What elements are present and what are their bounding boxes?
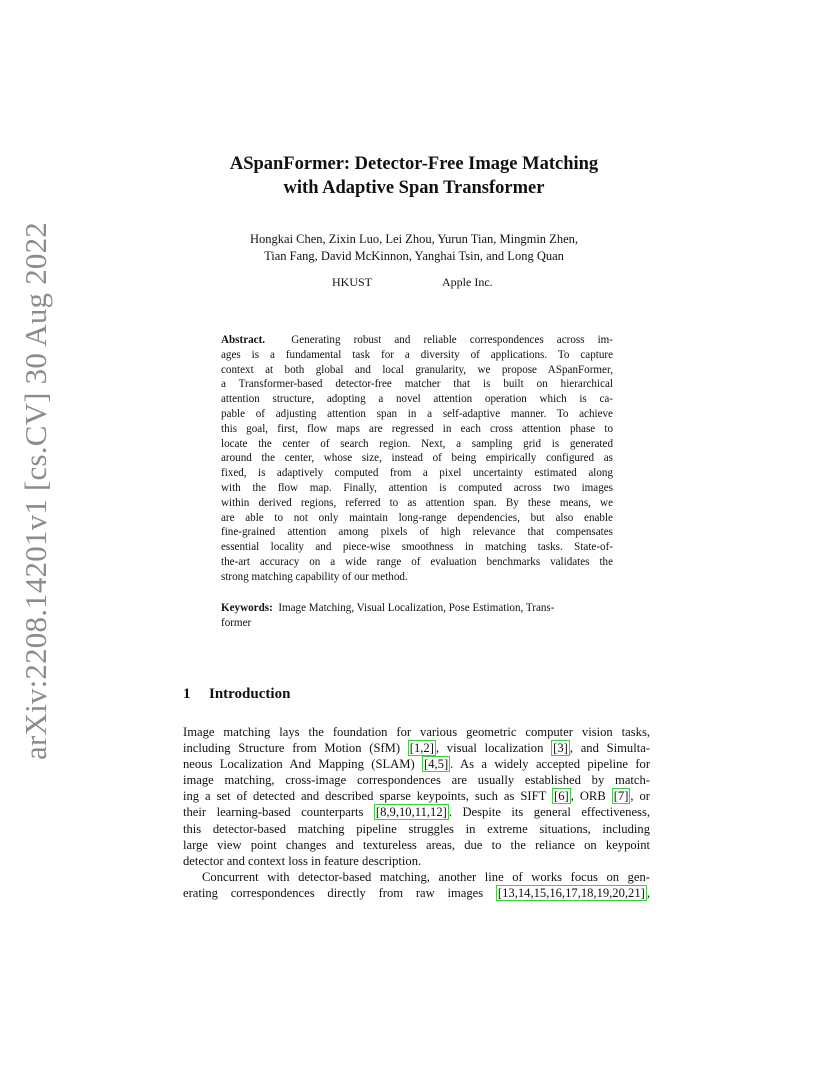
keywords-line: Keywords: Image Matching, Visual Localization, Pose Estimation, Trans- xyxy=(221,602,555,614)
section-heading-introduction xyxy=(183,686,290,703)
body-line: detector and context loss in feature description. xyxy=(183,853,422,868)
keywords-label: Keywords: xyxy=(221,602,273,614)
body-line: Concurrent with detector-based matching, another line of works focus on gen- xyxy=(202,869,650,884)
body-line: including Structure from Motion (SfM) [1,2] , visual localization [3] , and Simulta- xyxy=(183,741,650,756)
authors-line-2: Tian Fang, David McKinnon, Yanghai Tsin, and Long Quan xyxy=(264,249,564,263)
citation-link[interactable]: [3] xyxy=(553,741,568,756)
body-line: neous Localization And Mapping (SLAM) [4,5] . As a widely accepted pipeline for xyxy=(183,757,651,772)
abstract-line: with the flow map. Finally, attention is computed across two images xyxy=(221,481,613,494)
abstract-line: around the center, whose size, instead of being empirically configured as xyxy=(221,452,613,465)
abstract-line: are able to not only maintain long-range dependencies, but also enable xyxy=(221,511,613,524)
abstract-line: locate the center of search region. Next, a sampling grid is generated xyxy=(221,437,613,450)
author-list xyxy=(150,231,678,265)
section-title: Introduction xyxy=(209,686,291,702)
body-line: erating correspondences directly from raw images [13,14,15,16,17,18,19,20,21] , xyxy=(183,885,650,900)
authors-line-1: Hongkai Chen, Zixin Luo, Lei Zhou, Yurun Tian, Mingmin Zhen, xyxy=(250,232,578,246)
body-line: large view point changes and textureless areas, due to the reliance on keypoint xyxy=(183,837,650,852)
citation-link[interactable]: [7] xyxy=(613,789,629,804)
body-line: this detector-based matching pipeline struggles in extreme situations, including xyxy=(183,821,650,836)
abstract-line: essential locality and piece-wise smoothness in matching tasks. State-of- xyxy=(221,541,613,554)
introduction-body xyxy=(183,724,650,901)
abstract-line: attention structure, adopting a novel attention operation which is ca- xyxy=(221,393,613,406)
body-line: Image matching lays the foundation for various geometric computer vision tasks, xyxy=(183,725,650,739)
abstract-line: Abstract. Generating robust and reliable correspondences across im- xyxy=(221,334,613,346)
abstract-line: this goal, first, flow maps are regressed in each cross attention phase to xyxy=(221,422,613,435)
body-line: image matching, cross-image correspondences are usually established by match- xyxy=(183,773,650,788)
abstract-line: pable of adjusting attention span in a self-adaptive manner. To achieve xyxy=(221,407,613,420)
abstract-line: fixed, is adaptively computed from a pixel uncertainty estimated along xyxy=(221,467,613,480)
abstract-block xyxy=(221,333,613,585)
title-line-1: ASpanFormer: Detector-Free Image Matching xyxy=(229,154,599,174)
citation-link[interactable]: [13,14,15,16,17,18,19,20,21] xyxy=(497,885,645,900)
affiliation-apple: Apple Inc. xyxy=(442,275,493,289)
abstract-line: strong matching capability of our method. xyxy=(221,570,408,583)
keywords-block xyxy=(221,601,613,631)
abstract-line: the-art accuracy on a wide range of evaluation benchmarks validates the xyxy=(221,555,613,568)
citation-link[interactable]: [6] xyxy=(554,789,569,804)
affiliation-hkust: HKUST xyxy=(332,275,373,289)
citation-link[interactable]: [4,5] xyxy=(424,757,449,772)
citation-link[interactable]: [1,2] xyxy=(409,741,434,756)
abstract-label: Abstract. xyxy=(221,334,266,346)
abstract-line: a Transformer-based detector-free matcher that is built on hierarchical xyxy=(221,378,613,391)
abstract-line: fine-grained attention among pixels of high relevance that compensates xyxy=(221,526,613,539)
abstract-line: within derived regions, referred to as attention span. By these means, we xyxy=(221,496,613,509)
arxiv-identifier-stamp: arXiv:2208.14201v1 [cs.CV] 30 Aug 2022 xyxy=(18,221,53,760)
body-line: ing a set of detected and described sparse keypoints, such as SIFT [6] , ORB [7] , or xyxy=(183,789,650,804)
abstract-line: ages is a fundamental task for a diversity of applications. To capture xyxy=(221,348,613,361)
citation-link[interactable]: [8,9,10,11,12] xyxy=(375,805,447,820)
paper-title xyxy=(150,152,678,200)
title-line-2: with Adaptive Span Transformer xyxy=(283,178,545,198)
abstract-line: context at both global and local granularity, we propose ASpanFormer, xyxy=(221,363,613,376)
keywords-line: former xyxy=(221,616,252,629)
section-number: 1 xyxy=(183,686,191,702)
body-line: their learning-based counterparts [8,9,10,11,12] . Despite its general effectiveness, xyxy=(183,805,650,820)
